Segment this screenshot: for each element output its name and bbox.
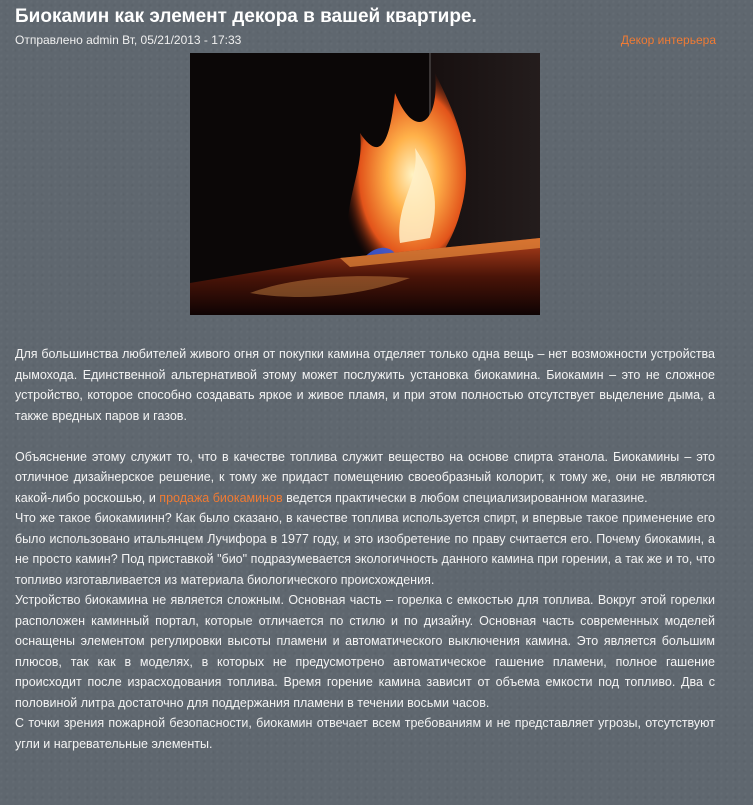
paragraph-spacer bbox=[15, 426, 715, 447]
fireplace-photo bbox=[190, 53, 540, 315]
paragraph-2-text-before: Объяснение этому служит то, что в качестве топлива служит вещество на основе спирта этанола. Биокамины – это отличное дизайнерское решение, к тому же придаст помещению своеобразный колорит, к тому же, они не являются какой-либо роскошью, и bbox=[15, 449, 715, 505]
paragraph-1: Для большинства любителей живого огня от покупки камина отделяет только одна вещь – нет возможности устройства дымохода. Единственной альтернативой этому может послужить установка биокамина. Биокамин – это не сложное устройство, которое способно создавать яркое и живое пламя, и при этом полностью отсутствует выделение дыма, а также вредных паров и газов. bbox=[15, 347, 715, 423]
paragraph-3: Что же такое биокамиинн? Как было сказано, в качестве топлива используется спирт, и впервые такое применение его было использовано итальянцем Лучифора в 1977 году, и это изобретение по праву считается его. Почему биокамин, а не просто камин? Под приставкой "био" подразумевается экологичность данного камина при горении, а так же и то, что топливо изготавливается из материала биологического происхождения. bbox=[15, 511, 715, 587]
sale-biofireplaces-link[interactable]: продажа биокаминов bbox=[159, 490, 283, 505]
paragraph-2-text-after: ведется практически в любом специализированном магазине. bbox=[282, 490, 648, 505]
category-link[interactable]: Декор интерьера bbox=[620, 33, 716, 47]
article-meta: Отправлено admin Вт, 05/21/2013 - 17:33 bbox=[15, 33, 242, 47]
article-meta-row bbox=[15, 32, 738, 52]
paragraph-2 bbox=[15, 447, 715, 509]
paragraph-4: Устройство биокамина не является сложным. Основная часть – горелка с емкостью для топлива. Вокруг этой горелки расположен каминный портал, которые отличается по стилю и по дизайну. Основная часть современных моделей оснащены элементом регулировки высоты пламени и автоматического выключения камина. Это является большим плюсов, так как в моделях, в которых не предусмотрено автоматическое гашение пламени, полное гашение происходит после израсходования топлива. Время горение камина зависит от объема емкости под топливо. Два с половиной литра достаточно для поддержания пламени в течении восьми часов. bbox=[15, 593, 715, 710]
article-body bbox=[15, 344, 715, 754]
article-title: Биокамин как элемент декора в вашей квартире. bbox=[15, 6, 477, 27]
paragraph-5: С точки зрения пожарной безопасности, биокамин отвечает всем требованиям и не представляет угрозы, отсутствуют угли и нагревательные элементы. bbox=[15, 716, 715, 751]
fireplace-image-graphic bbox=[190, 53, 540, 315]
